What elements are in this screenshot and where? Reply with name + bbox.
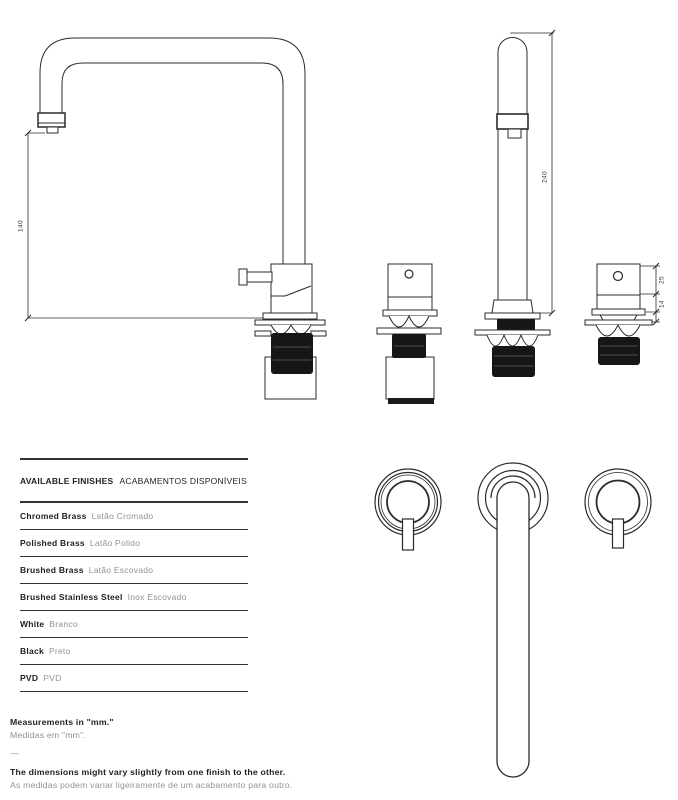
plan-right-handle [585, 469, 651, 548]
dimension-front-height [18, 130, 263, 321]
finish-name-pt: Latão Escovado [88, 565, 154, 575]
plan-view [375, 463, 651, 777]
dimension-label-14: 14 [658, 299, 666, 309]
finish-row [20, 665, 248, 692]
finish-name-pt: Inox Escovado [127, 592, 187, 602]
dimension-label-25: 25 [658, 275, 666, 285]
finish-name-en: Black [20, 646, 44, 656]
finish-name-pt: PVD [43, 673, 62, 683]
finish-row [20, 530, 248, 557]
valve-side-view [585, 264, 652, 365]
finish-row [20, 611, 248, 638]
finish-name-en: PVD [20, 673, 39, 683]
faucet-front-view [38, 38, 326, 399]
finish-name-pt: Latão Polido [89, 538, 141, 548]
finish-name-en: White [20, 619, 45, 629]
finish-row [20, 503, 248, 530]
finish-name-pt: Branco [49, 619, 78, 629]
finishes-header-en: AVAILABLE FINISHES [20, 475, 114, 486]
finish-row [20, 638, 248, 665]
finishes-table [20, 458, 248, 692]
notes-divider: — [10, 748, 19, 758]
dimension-label-240: 240 [541, 170, 549, 184]
finish-name-en: Polished Brass [20, 538, 85, 548]
notes [10, 716, 340, 792]
dimension-handle [640, 263, 666, 325]
measurements-note-pt: Medidas em "mm". [10, 730, 86, 740]
finish-name-pt: Latão Cromado [91, 511, 154, 521]
valve-front-view [377, 264, 441, 404]
spout-side-view [475, 38, 550, 378]
finish-name-en: Brushed Stainless Steel [20, 592, 123, 602]
finish-name-en: Chromed Brass [20, 511, 87, 521]
finish-row [20, 584, 248, 611]
dimension-label-140: 140 [17, 219, 25, 233]
variance-note-pt: As medidas podem variar ligeiramente de um acabamento para outro. [10, 780, 293, 790]
measurements-note-en: Measurements in "mm." [10, 717, 114, 727]
finishes-header-pt: ACABAMENTOS DISPONÍVEIS [119, 475, 247, 486]
variance-note-en: The dimensions might vary slightly from one finish to the other. [10, 767, 286, 777]
finishes-table-header [20, 460, 248, 503]
finish-row [20, 557, 248, 584]
plan-spout [478, 463, 548, 777]
finish-name-en: Brushed Brass [20, 565, 84, 575]
finish-name-pt: Preto [48, 646, 71, 656]
plan-left-handle [375, 469, 441, 550]
